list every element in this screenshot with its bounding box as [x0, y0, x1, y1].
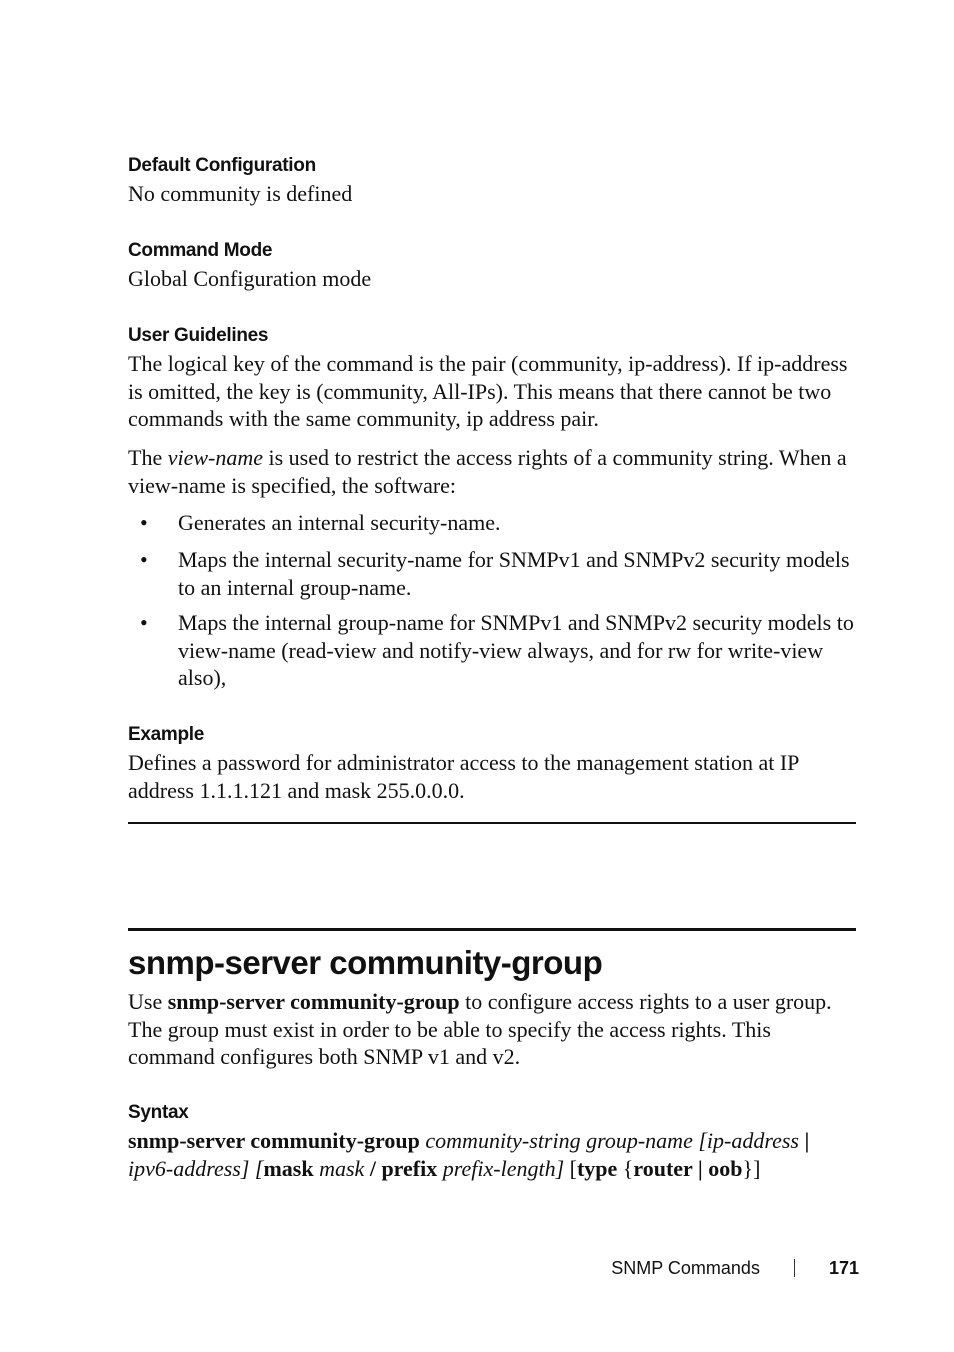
syntax-arg-mask: mask [313, 1155, 370, 1181]
footer-divider [794, 1259, 795, 1277]
page-footer [611, 1256, 859, 1280]
syntax-keyword-oob: oob [708, 1155, 743, 1181]
bullet-icon: • [140, 547, 148, 572]
command-mode-heading: Command Mode [128, 240, 273, 261]
syntax-brace: { [617, 1155, 634, 1181]
syntax-arg-prefix: prefix-length] [437, 1155, 570, 1181]
footer-section: SNMP Commands [611, 1258, 760, 1278]
syntax-keyword-prefix: prefix [375, 1155, 438, 1181]
bullet-icon: • [140, 510, 148, 535]
syntax-separator: | [692, 1155, 709, 1181]
bullet-icon: • [140, 610, 148, 635]
command-title-rule [128, 928, 856, 931]
syntax-keyword-router: router [633, 1155, 693, 1181]
user-guidelines-heading: User Guidelines [128, 325, 269, 346]
view-name-term: view-name [167, 445, 263, 470]
para2-post: is used to restrict the access rights of a community string. When a view-name is specified, the software: [128, 445, 847, 498]
intro-post: to configure access rights to a user group. The group must exist in order to be able to specify the access rights. This command configures both SNMP v1 and v2. [128, 989, 832, 1069]
command-title: snmp-server community-group [128, 944, 603, 981]
list-item-text: Maps the internal security-name for SNMPv1 and SNMPv2 security models to an internal group-name. [178, 547, 850, 600]
list-item-text: Generates an internal security-name. [178, 510, 501, 535]
syntax-separator: | [804, 1128, 810, 1153]
syntax-args: community-string group-name [ip-address [419, 1128, 805, 1153]
intro-pre: Use [128, 989, 168, 1014]
syntax-brace: }] [742, 1155, 761, 1181]
intro-command-name: snmp-server community-group [167, 989, 460, 1014]
section-divider [128, 822, 856, 824]
default-config-heading: Default Configuration [128, 155, 316, 176]
user-guidelines-para1: The logical key of the command is the pair (community, ip-address). If ip-address is omitted, the key is (community, All-IPs). This means that there cannot be two commands with the same community, ip address pair. [128, 351, 848, 431]
default-config-text: No community is defined [128, 181, 353, 206]
page-number: 171 [828, 1258, 859, 1278]
user-guidelines-para2 [128, 444, 856, 499]
syntax-args: ipv6-address] [ [128, 1155, 264, 1181]
syntax-bracket: [ [569, 1155, 577, 1181]
syntax-keyword-type: type [576, 1155, 618, 1181]
example-heading: Example [128, 724, 205, 745]
syntax-keyword-mask: mask [263, 1155, 314, 1181]
command-mode-text: Global Configuration mode [128, 266, 372, 291]
list-item-text: Maps the internal group-name for SNMPv1 and SNMPv2 security models to view-name (read-view and notify-view always, and for rw for write-view also), [178, 610, 854, 690]
para2-pre: The [128, 445, 168, 470]
syntax-line [128, 1127, 856, 1182]
command-intro [128, 988, 856, 1071]
syntax-heading: Syntax [128, 1102, 189, 1123]
syntax-command: snmp-server community-group [128, 1128, 420, 1153]
syntax-separator: / [369, 1155, 376, 1181]
example-text: Defines a password for administrator access to the management station at IP address 1.1.1.121 and mask 255.0.0.0. [128, 750, 799, 803]
